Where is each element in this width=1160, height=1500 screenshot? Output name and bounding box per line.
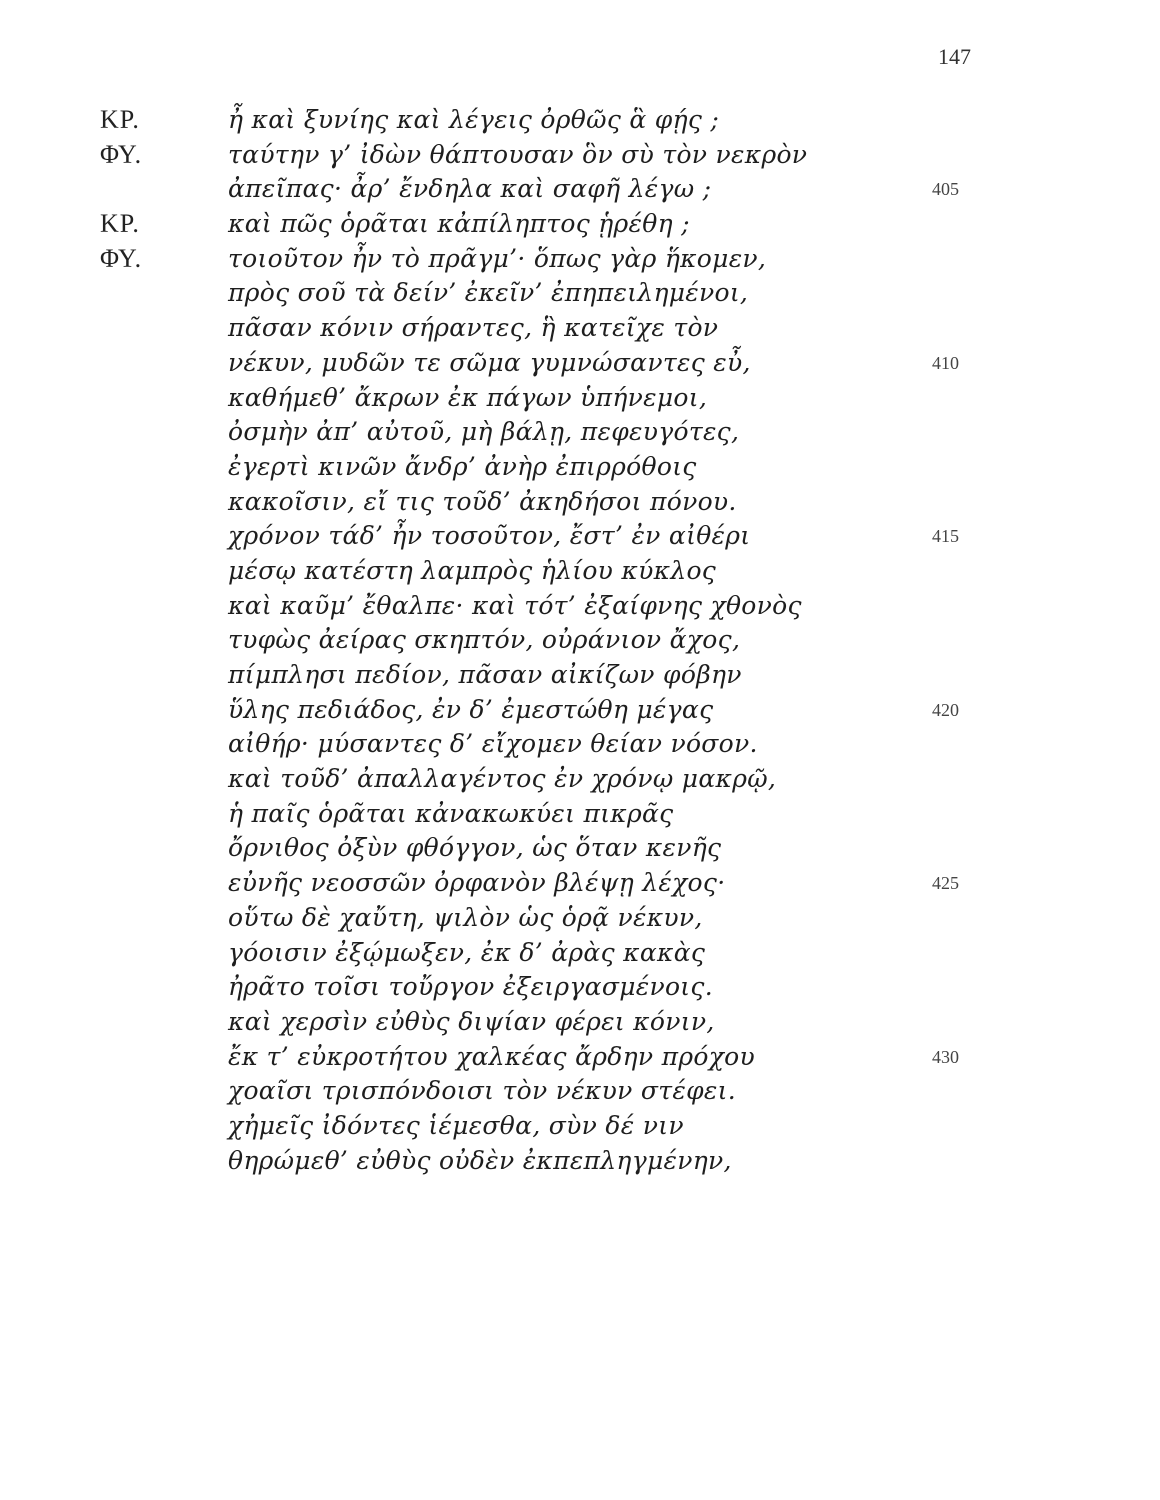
verse-block [0,103,1160,1178]
verse-line [0,276,1160,311]
verse-text: καὶ πῶς ὁρᾶται κἀπίληπτος ᾑρέθη ; [228,209,690,239]
verse-text: πᾶσαν κόνιν σήραντες, ἣ κατεῖχε τὸν [228,313,719,343]
speaker-label: ΦΥ. [100,243,143,273]
verse-line [0,901,1160,936]
verse-text: θηρώμεθ’ εὐθὺς οὐδὲν ἐκπεπληγμένην, [228,1145,732,1175]
verse-line [0,762,1160,797]
verse-line [0,658,1160,693]
line-number: 405 [932,179,959,200]
verse-text: ἦ καὶ ξυνίης καὶ λέγεις ὀρθῶς ἃ φῄς ; [228,105,720,134]
verse-line [0,727,1160,762]
verse-line [0,693,1160,728]
verse-text: ἠρᾶτο τοῖσι τοὔργον ἐξειργασμένοις. [228,972,713,1002]
verse-text: καὶ χερσὶν εὐθὺς διψίαν φέρει κόνιν, [228,1006,715,1036]
verse-line [0,311,1160,346]
verse-line [0,519,1160,554]
verse-text: καὶ καῦμ’ ἔθαλπε· καὶ τότ’ ἐξαίφνης χθονὸς [228,590,802,620]
verse-line [0,866,1160,901]
line-number: 420 [932,699,959,720]
verse-line [0,970,1160,1005]
verse-text: πίμπλησι πεδίον, πᾶσαν αἰκίζων φόβην [228,660,742,689]
verse-line [0,1005,1160,1040]
verse-text: αἰθήρ· μύσαντες δ’ εἴχομεν θείαν νόσον. [228,729,758,759]
verse-text: εὐνῆς νεοσσῶν ὀρφανὸν βλέψῃ λέχος· [228,868,726,898]
verse-text: νέκυν, μυδῶν τε σῶμα γυμνώσαντες εὖ, [228,347,751,377]
verse-line [0,381,1160,416]
verse-line [0,831,1160,866]
verse-line [0,415,1160,450]
verse-text: ὄρνιθος ὀξὺν φθόγγον, ὡς ὅταν κενῆς [228,833,722,863]
line-number: 430 [932,1046,959,1067]
verse-text: πρὸς σοῦ τὰ δείν’ ἐκεῖν’ ἐπηπειλημένοι, [228,278,749,308]
verse-text: μέσῳ κατέστη λαμπρὸς ἡλίου κύκλος [228,555,717,585]
verse-text: ὕλης πεδιάδος, ἐν δ’ ἐμεστώθη μέγας [228,694,714,724]
verse-line [0,554,1160,589]
page-number: 147 [938,44,971,69]
verse-text: τοιοῦτον ἦν τὸ πρᾶγμ’· ὅπως γὰρ ἥκομεν, [228,243,767,273]
verse-text: καὶ τοῦδ’ ἀπαλλαγέντος ἐν χρόνῳ μακρῷ, [228,764,777,794]
verse-line [0,797,1160,832]
verse-text: τυφὼς ἀείρας σκηπτόν, οὐράνιον ἄχος, [228,625,741,655]
verse-line [0,103,1160,138]
verse-line [0,589,1160,624]
verse-text: ἡ παῖς ὁρᾶται κἀνακωκύει πικρᾶς [228,798,674,828]
verse-line [0,936,1160,971]
verse-line [0,138,1160,173]
verse-line [0,1040,1160,1075]
verse-text: ἀπεῖπας· ἆρ’ ἔνδηλα καὶ σαφῆ λέγω ; [228,174,712,204]
verse-line [0,242,1160,277]
verse-text: καθήμεθ’ ἄκρων ἐκ πάγων ὑπήνεμοι, [228,382,708,412]
verse-text: γόοισιν ἐξῴμωξεν, ἐκ δ’ ἀρὰς κακὰς [228,937,706,967]
verse-text: ὀσμὴν ἀπ’ αὐτοῦ, μὴ βάλῃ, πεφευγότες, [228,417,740,447]
verse-line [0,450,1160,485]
speaker-label: ΚΡ. [100,209,140,239]
line-number: 410 [932,352,959,373]
verse-text: χρόνον τάδ’ ἦν τοσοῦτον, ἔστ’ ἐν αἰθέρι [228,521,751,551]
verse-text: ταύτην γ’ ἰδὼν θάπτουσαν ὃν σὺ τὸν νεκρὸν [228,139,808,169]
verse-line [0,623,1160,658]
verse-text: κακοῖσιν, εἴ τις τοῦδ’ ἀκηδήσοι πόνου. [228,486,737,516]
verse-line [0,346,1160,381]
speaker-label: ΚΡ. [100,105,140,134]
verse-line [0,1109,1160,1144]
verse-text: χοαῖσι τρισπόνδοισι τὸν νέκυν στέφει. [228,1076,736,1106]
verse-text: χἠμεῖς ἰδόντες ἱέμεσθα, σὺν δέ νιν [228,1110,684,1140]
verse-text: ἔκ τ’ εὐκροτήτου χαλκέας ἄρδην πρόχου [228,1041,756,1071]
speaker-label: ΦΥ. [100,139,143,169]
verse-line [0,1144,1160,1179]
verse-text: οὕτω δὲ χαὔτη, ψιλὸν ὡς ὁρᾷ νέκυν, [228,902,703,932]
line-number: 415 [932,526,959,547]
verse-line [0,207,1160,242]
line-number: 425 [932,873,959,894]
verse-line [0,1074,1160,1109]
verse-text: ἐγερτὶ κινῶν ἄνδρ’ ἀνὴρ ἐπιρρόθοις [228,451,697,481]
verse-line [0,172,1160,207]
verse-line [0,485,1160,520]
